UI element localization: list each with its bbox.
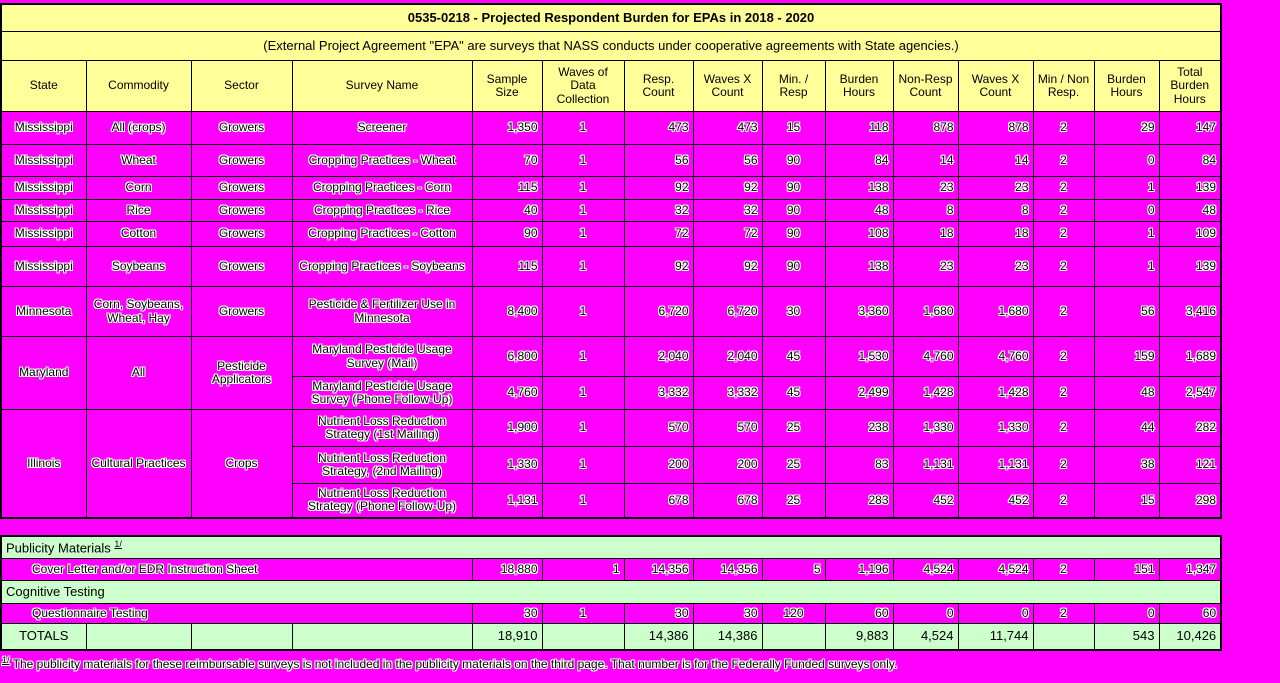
- cell-nonresp-count: 14: [893, 145, 958, 177]
- cell-survey-name: Nutrient Loss Reduction Strategy (1st Mailing): [292, 410, 472, 447]
- cell-grand-total-burden: 10,426: [1159, 624, 1221, 650]
- cell-nonresp-count: 1,330: [893, 410, 958, 447]
- footnote-text: The publicity materials for these reimbursable surveys is not included in the publicity materials on the third page. That number is for the Federally Funded surveys only.: [12, 656, 898, 671]
- cell-waves-x-count-2: 1,680: [958, 287, 1033, 337]
- cell-waves-x-count: 14,356: [693, 559, 762, 581]
- cell-burden-hours-2: 0: [1094, 145, 1159, 177]
- col-header-total-burden: Total Burden Hours: [1159, 61, 1221, 112]
- cell-burden-hours: 1,196: [825, 559, 893, 581]
- cell-waves: 1: [542, 287, 624, 337]
- cell-resp-count: 2,040: [624, 337, 693, 377]
- cell-waves-x-count: 678: [693, 484, 762, 518]
- cell-burden-hours-2: 159: [1094, 337, 1159, 377]
- cell-min-resp: 25: [762, 484, 825, 518]
- cell-min-resp: 120: [762, 604, 825, 624]
- cell-resp-count: 92: [624, 177, 693, 200]
- cell-waves: 1: [542, 222, 624, 247]
- cell-min-nonresp: 2: [1033, 410, 1094, 447]
- cell-total-burden: 3,416: [1159, 287, 1221, 337]
- cell-min-nonresp: 2: [1033, 222, 1094, 247]
- col-header-nonresp-count: Non-Resp Count: [893, 61, 958, 112]
- cell-burden-hours: 2,499: [825, 377, 893, 410]
- cell-total-waves-x-count-2: 11,744: [958, 624, 1033, 650]
- cell-nonresp-count: 452: [893, 484, 958, 518]
- footnote-marker: 1/: [114, 538, 122, 549]
- cell-nonresp-count: 23: [893, 177, 958, 200]
- cell-nonresp-count: 1,131: [893, 447, 958, 484]
- cell-survey-name: Cropping Practices - Cotton: [292, 222, 472, 247]
- cell-total-sample-size: 18,910: [472, 624, 542, 650]
- cell-survey-name: Maryland Pesticide Usage Survey (Phone Follow-Up): [292, 377, 472, 410]
- cell-min-nonresp: 2: [1033, 145, 1094, 177]
- cell-sample-size: 70: [472, 145, 542, 177]
- cell-empty: [292, 624, 472, 650]
- col-header-sector: Sector: [191, 61, 292, 112]
- cell-total-nonresp-count: 4,524: [893, 624, 958, 650]
- cell-nonresp-count: 18: [893, 222, 958, 247]
- cell-min-resp: 90: [762, 222, 825, 247]
- cell-waves-x-count-2: 452: [958, 484, 1033, 518]
- cell-min-resp: 45: [762, 377, 825, 410]
- col-header-survey-name: Survey Name: [292, 61, 472, 112]
- col-header-burden-hours: Burden Hours: [825, 61, 893, 112]
- cell-waves: 1: [542, 200, 624, 222]
- cell-burden-hours: 1,530: [825, 337, 893, 377]
- cell-min-nonresp: 2: [1033, 447, 1094, 484]
- cell-burden-hours: 138: [825, 247, 893, 287]
- cell-sample-size: 1,330: [472, 447, 542, 484]
- cell-sector: Growers: [191, 222, 292, 247]
- cell-waves: 1: [542, 337, 624, 377]
- cell-total-burden: 48: [1159, 200, 1221, 222]
- cell-min-resp: 90: [762, 177, 825, 200]
- summary-table: [0, 535, 1222, 651]
- cell-min-nonresp: 2: [1033, 177, 1094, 200]
- cell-sector: Crops: [191, 410, 292, 518]
- totals-row: [1, 624, 1221, 650]
- cell-sample-size: 1,131: [472, 484, 542, 518]
- cell-waves: 1: [542, 559, 624, 581]
- col-header-waves-x-count: Waves X Count: [693, 61, 762, 112]
- cell-state: Maryland: [1, 337, 86, 410]
- cell-burden-hours-2: 1: [1094, 177, 1159, 200]
- cell-waves: 1: [542, 377, 624, 410]
- table-row: [1, 337, 1221, 377]
- cell-waves-x-count-2: 23: [958, 177, 1033, 200]
- cell-sample-size: 1,900: [472, 410, 542, 447]
- section-gap: [0, 519, 1222, 535]
- cell-waves-x-count: 200: [693, 447, 762, 484]
- cell-min-nonresp: 2: [1033, 559, 1094, 581]
- cell-sample-size: 1,350: [472, 112, 542, 145]
- cell-burden-hours: 84: [825, 145, 893, 177]
- cell-min-nonresp: 2: [1033, 112, 1094, 145]
- cell-state: Mississippi: [1, 145, 86, 177]
- col-header-resp-count: Resp. Count: [624, 61, 693, 112]
- cell-survey-name: Cropping Practices - Rice: [292, 200, 472, 222]
- cell-burden-hours-2: 38: [1094, 447, 1159, 484]
- cell-waves: 1: [542, 247, 624, 287]
- cell-waves-x-count: 30: [693, 604, 762, 624]
- cell-nonresp-count: 1,428: [893, 377, 958, 410]
- cell-min-nonresp: 2: [1033, 287, 1094, 337]
- cell-burden-hours-2: 1: [1094, 222, 1159, 247]
- cell-burden-hours: 138: [825, 177, 893, 200]
- cell-total-burden: 139: [1159, 247, 1221, 287]
- cell-total-burden: 109: [1159, 222, 1221, 247]
- cell-waves-x-count: 3,332: [693, 377, 762, 410]
- cell-resp-count: 32: [624, 200, 693, 222]
- cell-sample-size: 115: [472, 247, 542, 287]
- cell-nonresp-count: 8: [893, 200, 958, 222]
- cell-state: Mississippi: [1, 200, 86, 222]
- cell-total-burden-hours: 9,883: [825, 624, 893, 650]
- cell-burden-hours: 3,360: [825, 287, 893, 337]
- cell-nonresp-count: 23: [893, 247, 958, 287]
- cell-commodity: All: [86, 337, 191, 410]
- cell-waves-x-count: 92: [693, 177, 762, 200]
- cell-resp-count: 14,356: [624, 559, 693, 581]
- cell-state: Mississippi: [1, 222, 86, 247]
- cell-total-burden: 2,547: [1159, 377, 1221, 410]
- burden-spreadsheet: [0, 3, 1222, 671]
- cell-commodity: All (crops): [86, 112, 191, 145]
- cell-burden-hours: 83: [825, 447, 893, 484]
- cell-total-burden: 147: [1159, 112, 1221, 145]
- cell-min-nonresp: 2: [1033, 200, 1094, 222]
- cell-survey-name: Cropping Practices - Soybeans: [292, 247, 472, 287]
- col-header-commodity: Commodity: [86, 61, 191, 112]
- cell-commodity: Cotton: [86, 222, 191, 247]
- cell-sample-size: 18,880: [472, 559, 542, 581]
- cell-sector: Growers: [191, 200, 292, 222]
- cell-burden-hours-2: 56: [1094, 287, 1159, 337]
- cell-cognitive-label: Questionnaire Testing: [1, 604, 472, 624]
- cell-min-nonresp: 2: [1033, 377, 1094, 410]
- cell-commodity: Rice: [86, 200, 191, 222]
- cell-resp-count: 30: [624, 604, 693, 624]
- cell-burden-hours-2: 1: [1094, 247, 1159, 287]
- cognitive-band-label: Cognitive Testing: [1, 581, 1221, 604]
- cell-sector: Growers: [191, 145, 292, 177]
- table-row: [1, 112, 1221, 145]
- cell-resp-count: 72: [624, 222, 693, 247]
- cell-nonresp-count: 1,680: [893, 287, 958, 337]
- cell-resp-count: 678: [624, 484, 693, 518]
- cognitive-band-row: [1, 581, 1221, 604]
- table-row: [1, 222, 1221, 247]
- publicity-band-label: [1, 536, 1221, 559]
- cell-sample-size: 40: [472, 200, 542, 222]
- cell-total-burden: 1,347: [1159, 559, 1221, 581]
- cell-commodity: Cultural Practices: [86, 410, 191, 518]
- cell-waves: 1: [542, 145, 624, 177]
- cell-min-nonresp: 2: [1033, 247, 1094, 287]
- table-row: [1, 410, 1221, 447]
- cell-state: Illinois: [1, 410, 86, 518]
- cell-total-burden: 282: [1159, 410, 1221, 447]
- cell-waves-x-count-2: 4,760: [958, 337, 1033, 377]
- cell-resp-count: 92: [624, 247, 693, 287]
- cell-state: Minnesota: [1, 287, 86, 337]
- cell-empty: [191, 624, 292, 650]
- table-row: [1, 287, 1221, 337]
- cell-sector: Growers: [191, 287, 292, 337]
- cell-min-resp: 5: [762, 559, 825, 581]
- cell-survey-name: Screener: [292, 112, 472, 145]
- cell-min-resp: 30: [762, 287, 825, 337]
- cell-survey-name: Nutrient Loss Reduction Strategy (Phone Follow-Up): [292, 484, 472, 518]
- cell-state: Mississippi: [1, 177, 86, 200]
- cell-burden-hours: 60: [825, 604, 893, 624]
- cell-sector: Growers: [191, 177, 292, 200]
- cell-commodity: Wheat: [86, 145, 191, 177]
- column-header-row: [1, 61, 1221, 112]
- cell-state: Mississippi: [1, 247, 86, 287]
- col-header-state: State: [1, 61, 86, 112]
- cell-resp-count: 570: [624, 410, 693, 447]
- cell-waves-x-count-2: 23: [958, 247, 1033, 287]
- cell-survey-name: Nutrient Loss Reduction Strategy, (2nd Mailing): [292, 447, 472, 484]
- cell-waves-x-count: 570: [693, 410, 762, 447]
- table-row: [1, 247, 1221, 287]
- cell-burden-hours: 118: [825, 112, 893, 145]
- publicity-band-row: [1, 536, 1221, 559]
- cell-waves-x-count: 6,720: [693, 287, 762, 337]
- cell-nonresp-count: 878: [893, 112, 958, 145]
- cell-waves-x-count-2: 4,524: [958, 559, 1033, 581]
- cell-waves-x-count-2: 1,428: [958, 377, 1033, 410]
- cell-burden-hours-2: 151: [1094, 559, 1159, 581]
- cell-totals-label: TOTALS: [1, 624, 86, 650]
- cell-total-burden: 60: [1159, 604, 1221, 624]
- cell-waves: 1: [542, 604, 624, 624]
- cell-total-waves-x-count: 14,386: [693, 624, 762, 650]
- cell-state: Mississippi: [1, 112, 86, 145]
- cell-waves-x-count-2: 14: [958, 145, 1033, 177]
- cell-burden-hours-2: 29: [1094, 112, 1159, 145]
- cell-min-resp: 90: [762, 145, 825, 177]
- cell-survey-name: Cropping Practices - Corn: [292, 177, 472, 200]
- cell-burden-hours: 283: [825, 484, 893, 518]
- cell-min-resp: 25: [762, 447, 825, 484]
- cell-sample-size: 30: [472, 604, 542, 624]
- cell-total-burden-hours-2: 543: [1094, 624, 1159, 650]
- cell-waves-x-count: 473: [693, 112, 762, 145]
- cell-resp-count: 473: [624, 112, 693, 145]
- cell-burden-hours: 108: [825, 222, 893, 247]
- cell-nonresp-count: 4,524: [893, 559, 958, 581]
- footnote-marker: 1/: [2, 654, 10, 665]
- cell-burden-hours-2: 44: [1094, 410, 1159, 447]
- publicity-data-row: [1, 559, 1221, 581]
- cell-burden-hours-2: 0: [1094, 604, 1159, 624]
- cell-survey-name: Maryland Pesticide Usage Survey (Mail): [292, 337, 472, 377]
- table-row: [1, 177, 1221, 200]
- cell-burden-hours-2: 15: [1094, 484, 1159, 518]
- cell-waves-x-count-2: 1,131: [958, 447, 1033, 484]
- subtitle-row: [1, 32, 1221, 61]
- cell-sample-size: 115: [472, 177, 542, 200]
- cell-sample-size: 4,760: [472, 377, 542, 410]
- cognitive-data-row: [1, 604, 1221, 624]
- col-header-min-resp: Min. / Resp: [762, 61, 825, 112]
- cell-waves: 1: [542, 447, 624, 484]
- cell-nonresp-count: 4,760: [893, 337, 958, 377]
- cell-min-resp: 15: [762, 112, 825, 145]
- cell-waves: 1: [542, 112, 624, 145]
- cell-min-resp: 90: [762, 247, 825, 287]
- cell-min-resp: 25: [762, 410, 825, 447]
- page-title: 0535-0218 - Projected Respondent Burden for EPAs in 2018 - 2020: [1, 4, 1221, 32]
- footnote: [0, 655, 1012, 671]
- cell-min-nonresp: 2: [1033, 337, 1094, 377]
- cell-sample-size: 90: [472, 222, 542, 247]
- cell-empty: [86, 624, 191, 650]
- cell-sector: Growers: [191, 112, 292, 145]
- cell-resp-count: 6,720: [624, 287, 693, 337]
- cell-commodity: Corn: [86, 177, 191, 200]
- cell-total-burden: 1,689: [1159, 337, 1221, 377]
- cell-total-burden: 121: [1159, 447, 1221, 484]
- col-header-waves-x-count-2: Waves X Count: [958, 61, 1033, 112]
- cell-waves-x-count: 72: [693, 222, 762, 247]
- cell-publicity-label: Cover Letter and/or EDR Instruction Sheet: [1, 559, 472, 581]
- cell-min-nonresp: 2: [1033, 484, 1094, 518]
- cell-waves-x-count: 2,040: [693, 337, 762, 377]
- cell-total-resp-count: 14,386: [624, 624, 693, 650]
- cell-empty: [1033, 624, 1094, 650]
- cell-min-resp: 90: [762, 200, 825, 222]
- cell-waves-x-count-2: 1,330: [958, 410, 1033, 447]
- cell-commodity: Corn, Soybeans, Wheat, Hay: [86, 287, 191, 337]
- cell-waves: 1: [542, 410, 624, 447]
- cell-waves: 1: [542, 177, 624, 200]
- col-header-burden-hours-2: Burden Hours: [1094, 61, 1159, 112]
- cell-sector: Growers: [191, 247, 292, 287]
- page-subtitle: (External Project Agreement "EPA" are surveys that NASS conducts under cooperative agreements with State agencies.): [1, 32, 1221, 61]
- cell-burden-hours-2: 48: [1094, 377, 1159, 410]
- cell-survey-name: Cropping Practices - Wheat: [292, 145, 472, 177]
- cell-burden-hours-2: 0: [1094, 200, 1159, 222]
- cell-waves-x-count-2: 0: [958, 604, 1033, 624]
- cell-resp-count: 3,332: [624, 377, 693, 410]
- cell-waves-x-count-2: 18: [958, 222, 1033, 247]
- cell-waves-x-count-2: 8: [958, 200, 1033, 222]
- col-header-sample-size: Sample Size: [472, 61, 542, 112]
- cell-sector: Pesticide Applicators: [191, 337, 292, 410]
- cell-commodity: Soybeans: [86, 247, 191, 287]
- col-header-min-nonresp: Min / Non Resp.: [1033, 61, 1094, 112]
- cell-empty: [762, 624, 825, 650]
- cell-waves: 1: [542, 484, 624, 518]
- cell-total-burden: 139: [1159, 177, 1221, 200]
- cell-waves-x-count: 92: [693, 247, 762, 287]
- cell-waves-x-count-2: 878: [958, 112, 1033, 145]
- table-row: [1, 145, 1221, 177]
- cell-survey-name: Pesticide & Fertilizer Use in Minnesota: [292, 287, 472, 337]
- cell-nonresp-count: 0: [893, 604, 958, 624]
- cell-sample-size: 8,400: [472, 287, 542, 337]
- title-row: [1, 4, 1221, 32]
- cell-resp-count: 200: [624, 447, 693, 484]
- table-row: [1, 200, 1221, 222]
- cell-min-resp: 45: [762, 337, 825, 377]
- cell-empty: [542, 624, 624, 650]
- cell-sample-size: 6,800: [472, 337, 542, 377]
- cell-total-burden: 84: [1159, 145, 1221, 177]
- col-header-waves: Waves of Data Collection: [542, 61, 624, 112]
- cell-min-nonresp: 2: [1033, 604, 1094, 624]
- cell-resp-count: 56: [624, 145, 693, 177]
- cell-burden-hours: 238: [825, 410, 893, 447]
- cell-burden-hours: 48: [825, 200, 893, 222]
- cell-total-burden: 298: [1159, 484, 1221, 518]
- cell-waves-x-count: 32: [693, 200, 762, 222]
- cell-waves-x-count: 56: [693, 145, 762, 177]
- main-burden-table: [0, 3, 1222, 519]
- publicity-band-text: Publicity Materials: [6, 540, 111, 556]
